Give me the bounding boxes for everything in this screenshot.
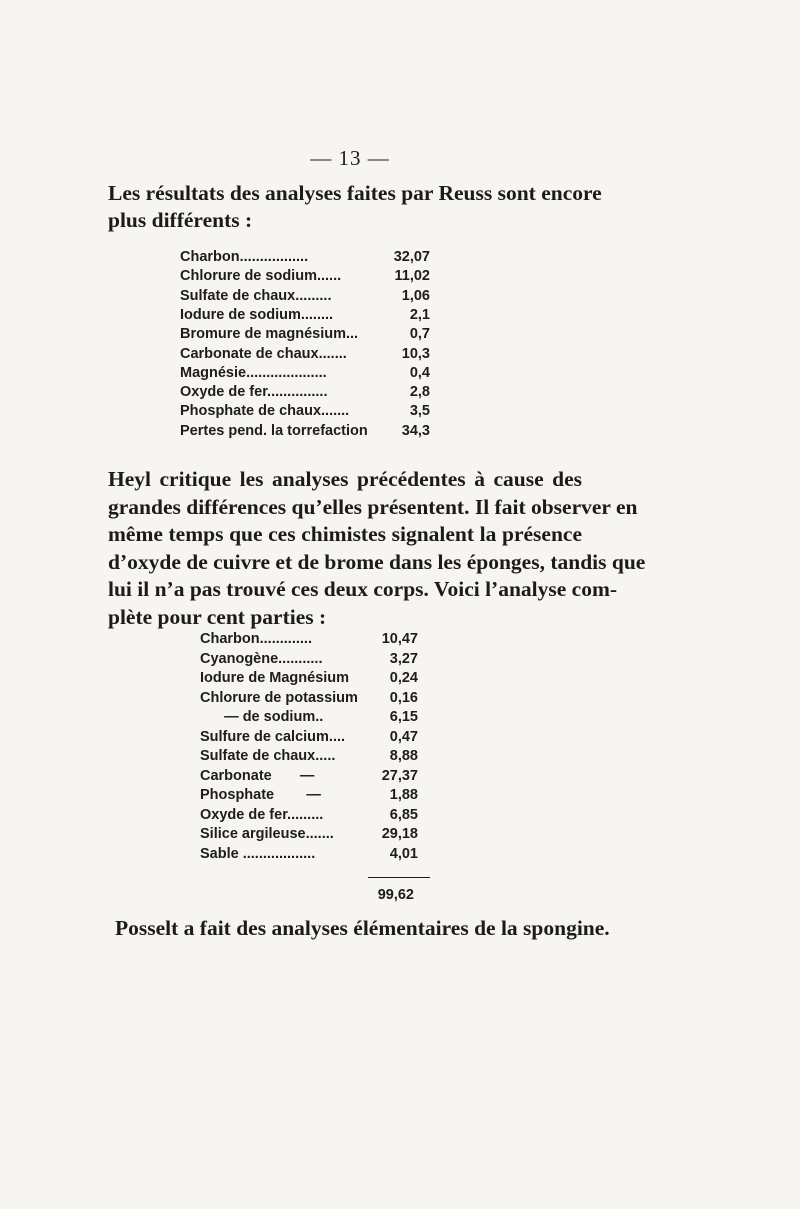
heyl-line-6: plète pour cent parties : <box>108 604 327 629</box>
heyl-row-label: Carbonate — <box>200 767 315 784</box>
reuss-row-value: 1,06 <box>401 287 430 304</box>
heyl-line-3: même temps que ces chimistes signalent la présence <box>108 522 582 546</box>
closing-line: Posselt a fait des analyses élémentaires de la spongine. <box>115 916 610 940</box>
heyl-row-value: 29,18 <box>381 826 418 842</box>
heyl-row-value: 6,85 <box>389 806 418 823</box>
reuss-row-value: 34,3 <box>401 422 430 439</box>
reuss-row <box>180 326 430 346</box>
heyl-row-label: Sulfure de calcium.... <box>200 728 346 745</box>
heyl-row-value: 27,37 <box>381 767 418 784</box>
reuss-row <box>180 288 430 308</box>
reuss-row-value: 10,3 <box>401 345 430 362</box>
reuss-row-value: 32,07 <box>393 249 430 265</box>
heyl-row-label: Sable .................. <box>200 845 316 862</box>
heyl-row-label: Iodure de Magnésium <box>200 670 350 686</box>
heyl-row-value: 10,47 <box>381 631 418 647</box>
heyl-row <box>200 631 418 651</box>
intro-line-2: plus différents : <box>108 208 253 232</box>
reuss-row-label: Chlorure de sodium...... <box>180 268 342 285</box>
reuss-row-label: Oxyde de fer............... <box>180 384 328 401</box>
heyl-row-value: 0,24 <box>389 670 418 686</box>
heyl-row-value: 0,16 <box>389 689 418 706</box>
reuss-row-label: Magnésie.................... <box>180 364 327 381</box>
heyl-row-label: Sulfate de chaux..... <box>200 748 336 764</box>
heyl-row-label: Silice argileuse....... <box>200 826 334 842</box>
heyl-analysis-table <box>200 631 418 871</box>
intro-line-1: Les résultats des analyses faites par Reuss sont encore <box>108 181 602 205</box>
heyl-row-label: Charbon............. <box>200 631 312 647</box>
heyl-row <box>200 748 418 768</box>
heyl-row-value: 8,88 <box>389 748 418 764</box>
heyl-row-label: Chlorure de potassium <box>200 689 358 706</box>
heyl-row <box>200 846 418 866</box>
heyl-row-value: 6,15 <box>389 709 418 725</box>
heyl-total-value: 99,62 <box>377 887 414 903</box>
heyl-row-label: Oxyde de fer......... <box>200 806 324 823</box>
reuss-row-label: Sulfate de chaux......... <box>180 287 332 304</box>
heyl-row-label: — de sodium.. <box>200 709 324 725</box>
heyl-row <box>200 826 418 846</box>
reuss-row <box>180 346 430 366</box>
reuss-row-value: 0,4 <box>409 364 430 381</box>
heyl-row-value: 0,47 <box>389 728 418 745</box>
reuss-row <box>180 249 430 269</box>
reuss-row-label: Bromure de magnésium... <box>180 326 359 343</box>
heyl-row <box>200 670 418 690</box>
reuss-row-label: Phosphate de chaux....... <box>180 403 350 420</box>
reuss-row <box>180 307 430 327</box>
heyl-row <box>200 787 418 807</box>
heyl-row <box>200 651 418 671</box>
reuss-row-label: Pertes pend. la torrefaction <box>180 422 368 439</box>
intro-paragraph <box>108 180 602 234</box>
heyl-row <box>200 709 418 729</box>
reuss-row-value: 2,1 <box>409 306 430 323</box>
heyl-row <box>200 768 418 788</box>
heyl-line-2: grandes différences qu’elles présentent. Il fait observer en <box>108 494 638 519</box>
reuss-row-label: Carbonate de chaux....... <box>180 345 347 362</box>
heyl-row-value: 4,01 <box>389 845 418 862</box>
reuss-row-label: Iodure de sodium........ <box>180 306 334 323</box>
reuss-row <box>180 384 430 404</box>
heyl-row <box>200 690 418 710</box>
heyl-line-5: lui il n’a pas trouvé ces deux corps. Voici l’analyse com- <box>108 577 618 601</box>
reuss-analysis-table <box>180 249 430 449</box>
heyl-row-value: 3,27 <box>389 650 418 667</box>
heyl-paragraph <box>108 466 646 631</box>
heyl-row-label: Phosphate — <box>200 787 321 803</box>
reuss-row <box>180 423 430 443</box>
page-number: — 13 — <box>310 146 390 170</box>
heyl-line-1: Heyl critique les analyses précédentes à cause des <box>108 467 582 491</box>
heyl-line-4: d’oxyde de cuivre et de brome dans les éponges, tandis que <box>108 549 646 574</box>
reuss-row-label: Charbon................. <box>180 249 309 265</box>
total-rule <box>368 877 430 878</box>
reuss-row <box>180 403 430 423</box>
reuss-row-value: 3,5 <box>409 403 430 420</box>
heyl-row-label: Cyanogène........... <box>200 650 323 667</box>
reuss-row-value: 2,8 <box>409 384 430 401</box>
reuss-row-value: 0,7 <box>409 326 430 343</box>
reuss-row <box>180 365 430 385</box>
heyl-row <box>200 807 418 827</box>
reuss-row <box>180 268 430 288</box>
heyl-row-value: 1,88 <box>389 787 418 803</box>
closing-paragraph <box>115 915 610 942</box>
reuss-row-value: 11,02 <box>394 268 430 285</box>
heyl-row <box>200 729 418 749</box>
